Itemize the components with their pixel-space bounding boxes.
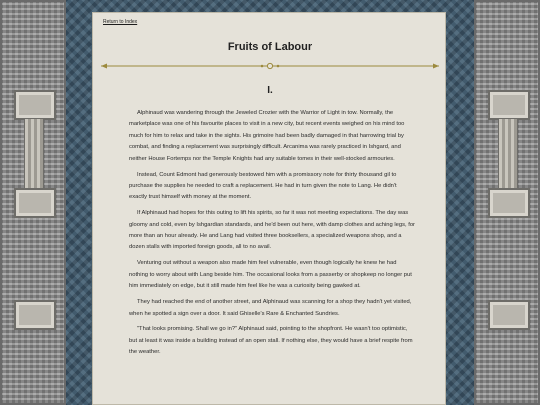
pillar-capital xyxy=(14,300,56,330)
chapter-heading: I. xyxy=(267,85,273,96)
story-paragraph: If Alphinaud had hopes for this outing to lift his spirits, so far it was not meeting expectations. The day was gloomy and cold, even by Ishgardian standards, and he'd been out here, with damp clothes and aching legs, for more than an hour already. He and Lang had visited three booksellers, a specialized weapons shop, and a dozen stalls with imported foreign goods, all to no avail. xyxy=(129,210,415,251)
story-paragraph: Alphinaud was wandering through the Jeweled Crozier with the Warrior of Light in tow. Normally, the marketplace was one of his favourite places to visit in a new city, but recent events weighed on his mind too much for him to relax and take in the sights. His grimoire had been badly damaged in that harrowing trial by combat, and finding a replacement was surprisingly difficult. Arcanima was rarely practiced in Ishgard, and neither House Fortemps nor the Temple Knights had any suitable tomes in their well-stocked armouries. xyxy=(129,110,405,162)
page-title: Fruits of Labour xyxy=(227,41,313,53)
pillar-capital xyxy=(14,188,56,218)
pillar-capital xyxy=(488,188,530,218)
pillar-capital xyxy=(488,300,530,330)
pillar-capital xyxy=(14,90,56,120)
story-paragraph: Venturing out without a weapon also made him feel vulnerable, even though logically he knew he had nothing to worry about with Lang beside him. The occasional looks from a passerby or shopkeep no longer put him immediately on edge, but it still made him feel like he was a curiosity being gawked at. xyxy=(129,260,412,290)
right-stone-pillar xyxy=(474,0,540,405)
story-paragraph: Instead, Count Edmont had generously bestowed him with a promissory note for thirty thousand gil to purchase the supplies he needed to craft a replacement. He had in turn given the note to Lang. He didn't exactly trust himself with money at the moment. xyxy=(129,171,397,201)
story-panel xyxy=(92,12,446,405)
pillar-capital xyxy=(488,90,530,120)
story-paragraph: They had reached the end of another street, and Alphinaud was scanning for a shop they hadn't yet visited, when he spotted a sign over a door. It said Ghiselle's Rare & Enchanted Sundries. xyxy=(129,299,412,317)
pillar-shaft xyxy=(498,118,518,190)
return-to-index-link[interactable]: Return to Index xyxy=(103,19,138,25)
pillar-shaft xyxy=(24,118,44,190)
left-stone-pillar xyxy=(0,0,66,405)
story-paragraph: "That looks promising. Shall we go in?" Alphinaud said, pointing to the shopfront. He wasn't too optimistic, but at least it was inside a building instead of an open stall. If nothing else, they would have a brief respite from the weather. xyxy=(129,326,413,356)
ornamental-divider xyxy=(101,61,439,71)
story-text xyxy=(129,108,415,363)
